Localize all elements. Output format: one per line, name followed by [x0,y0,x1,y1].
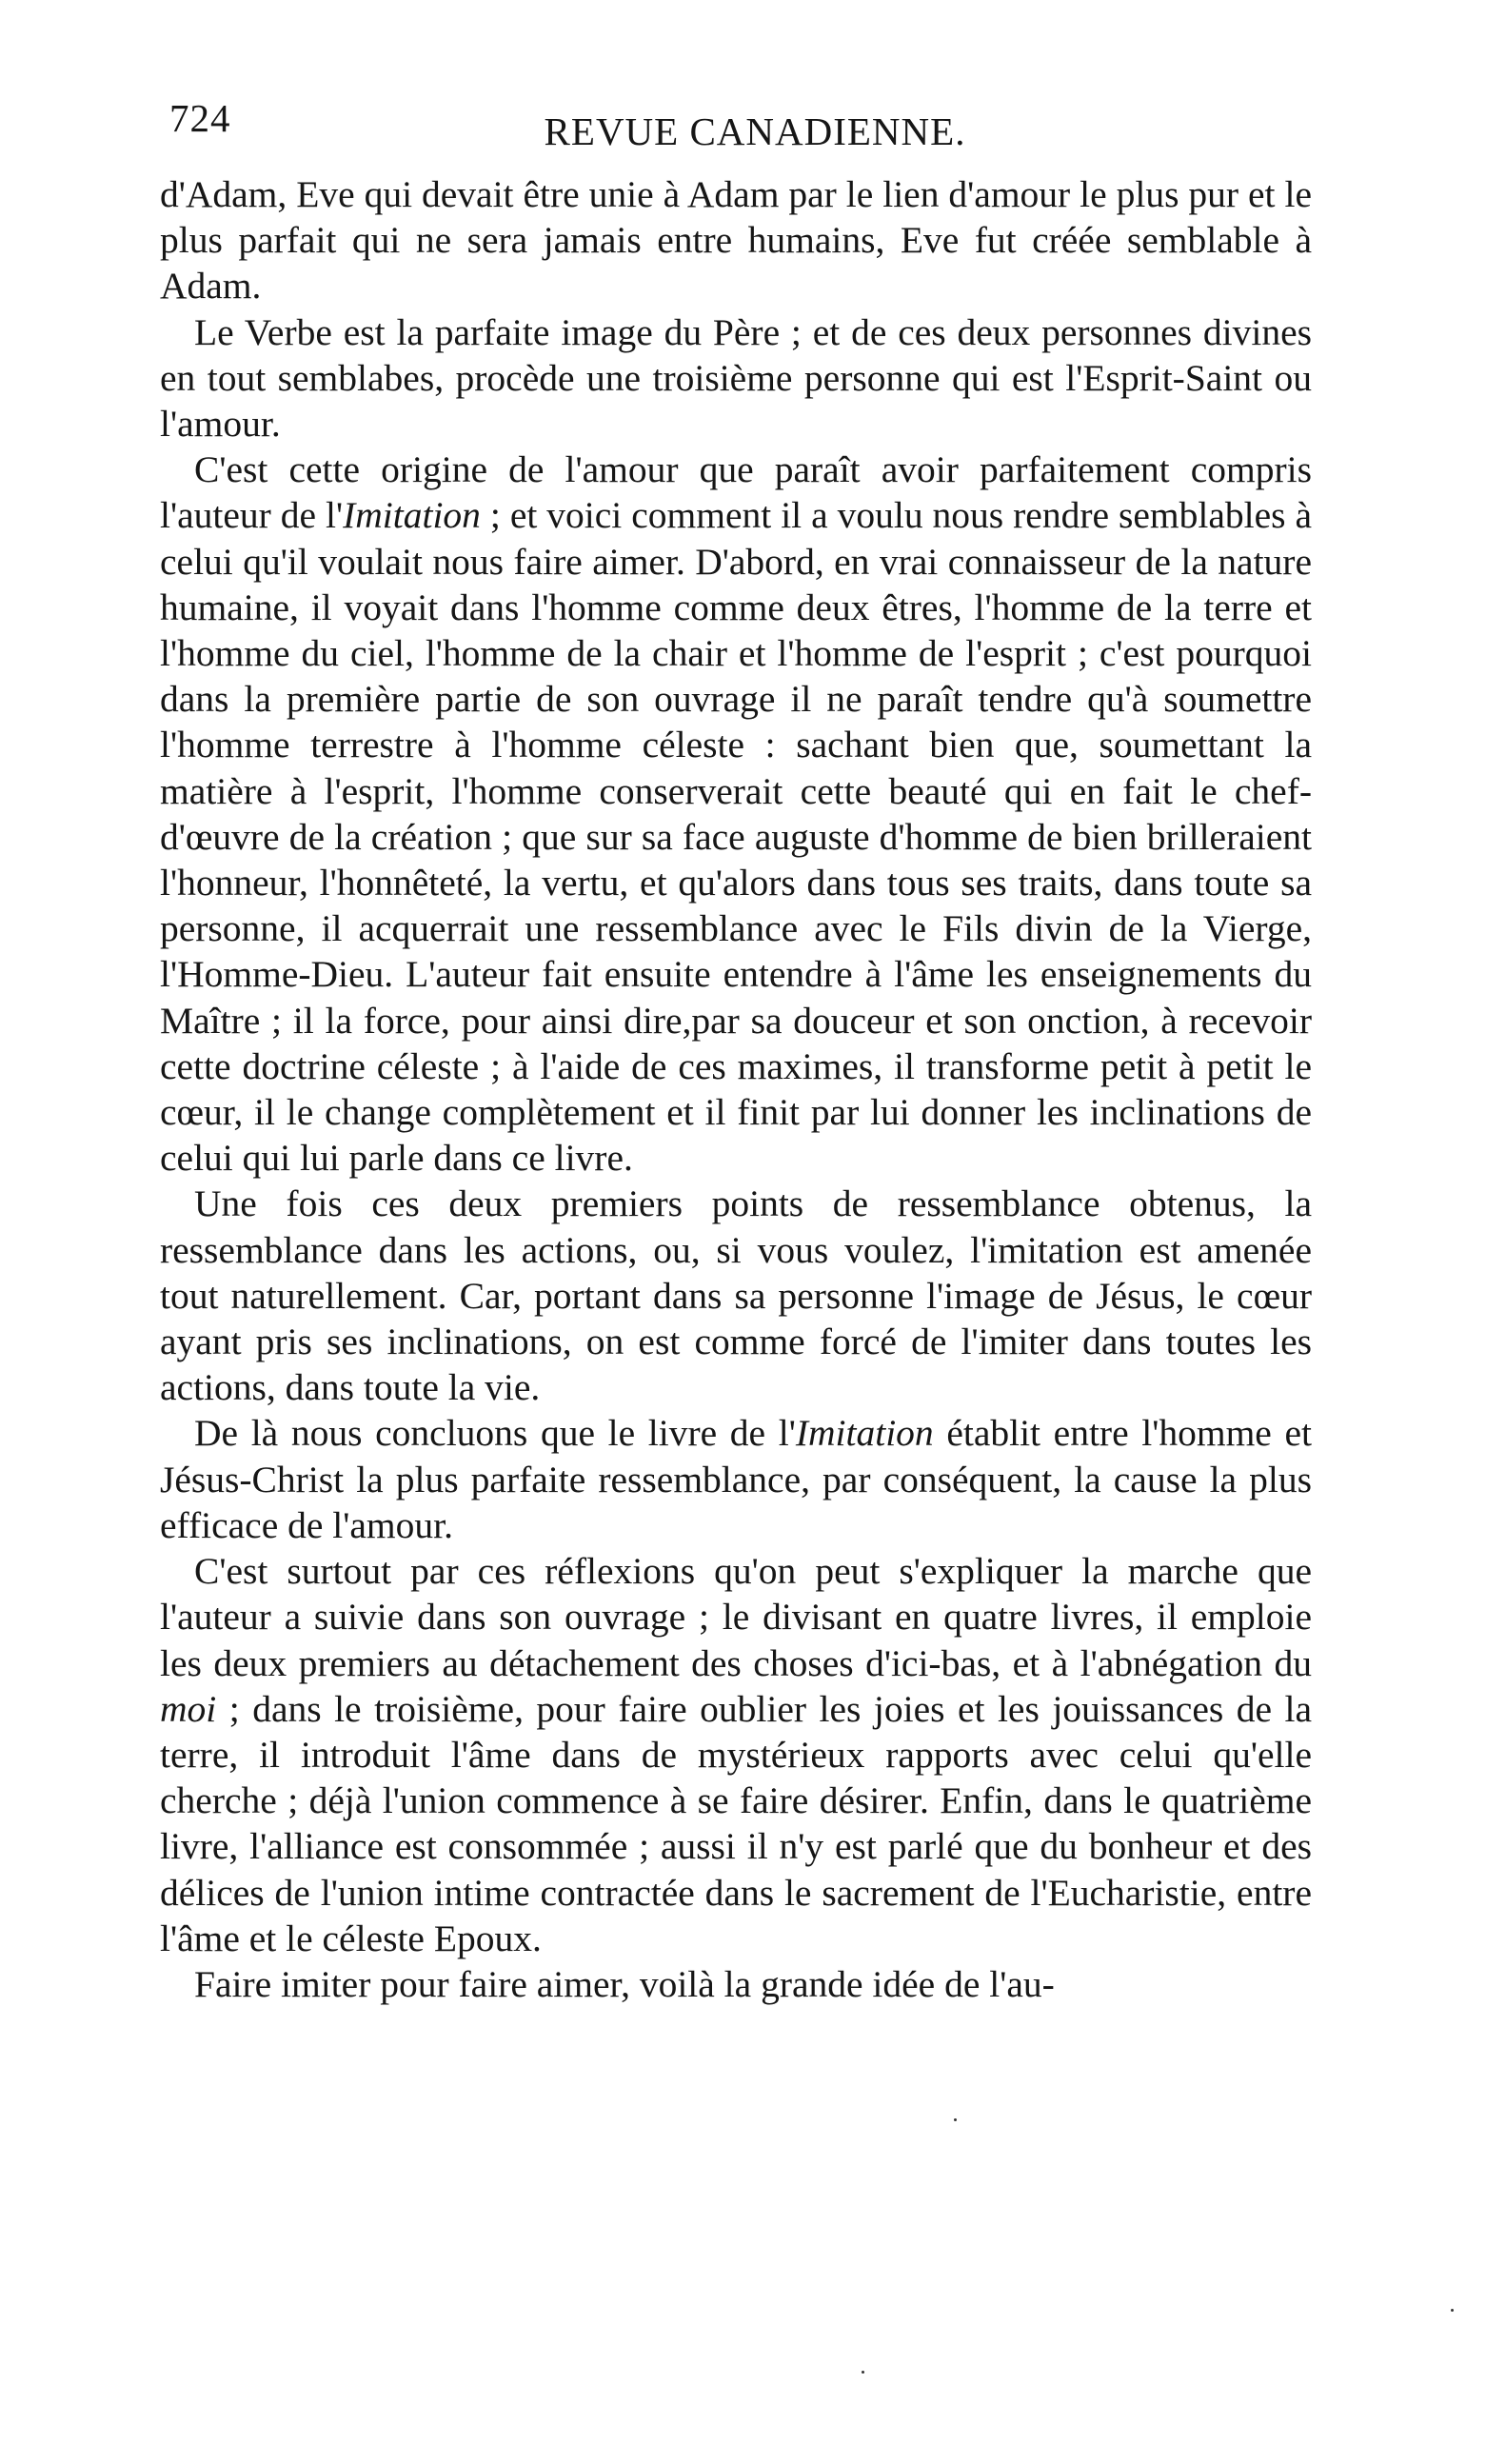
print-speck [1451,2309,1454,2312]
paragraph-6-part-a: C'est surtout par ces réflexions qu'on peut s'expliquer la marche que l'auteur a suivie dans son ouvrage ; le divisant en quatre livres, il emploie les deux premiers au détachement des choses d'ici-bas, et à l'abnégation du [160,1550,1312,1684]
book-title-imitation: Imitation [795,1412,934,1455]
running-title: REVUE CANADIENNE. [544,109,966,153]
paragraph-3-part-a: C'est cette origine de l'amour que paraît avoir parfaitement compris l'auteur de l' [160,448,1312,537]
paragraph-3-part-b: ; et voici comment il a voulu nous rendre semblables à celui qu'il voulait nous faire aimer. D'abord, en vrai connaisseur de la nature humaine, il voyait dans l'homme comme deux êtres, l'homme de la terre et l'homme du ciel, l'homme de la chair et l'homme de l'esprit ; c'est pourquoi dans la première partie de son ouvrage il ne paraît tendre qu'à soumettre l'homme terrestre à l'homme céleste : sachant bien que, soumettant la matière à l'esprit, l'homme conserverait cette beauté qui en fait le chef-d'œuvre de la création ; que sur sa face auguste d'homme de bien brilleraient l'honneur, l'honnêteté, la vertu, et qu'alors dans tous ses traits, dans toute sa personne, il acquerrait une ressemblance avec le Fils divin de la Vierge, l'Homme-Dieu. L'auteur fait ensuite entendre à l'âme les enseignements du Maître ; il la force, pour ainsi dire,par sa douceur et son onction, à recevoir cette doctrine céleste ; à l'aide de ces maximes, il transforme petit à petit le cœur, il le change complètement et il finit par lui donner les inclinations de celui qui lui parle dans ce livre. [160,494,1312,1180]
page-header [160,95,1312,171]
paragraph-5 [160,1410,1312,1548]
paragraph-5-part-b: établit entre l'homme et Jésus-Christ la plus parfaite ressemblance, par conséquent, la cause la plus efficace de l'amour. [160,1412,1312,1546]
print-speck [862,2371,864,2374]
paragraph-2: Le Verbe est la parfaite image du Père ; et de ces deux personnes divines en tout semblabes, procède une troisième personne qui est l'Esprit-Saint ou l'amour. [160,310,1312,446]
book-title-imitation: Imitation [343,494,481,537]
page-number: 724 [169,96,231,140]
body-text [160,171,1312,2007]
paragraph-5-part-a: De là nous concluons que le livre de l' [194,1412,796,1455]
paragraph-6 [160,1548,1312,1961]
paragraph-6-part-b: ; dans le troisième, pour faire oublier les joies et les jouissances de la terre, il introduit l'âme dans de mystérieux rapports avec celui qu'elle cherche ; déjà l'union commence à se faire désirer. Enfin, dans le quatrième livre, l'alliance est consommée ; aussi il n'y est parlé que du bonheur et des délices de l'union intime contractée dans le sacrement de l'Eucharistie, entre l'âme et le céleste Epoux. [160,1687,1312,1959]
book-page [160,95,1312,2007]
paragraph-1: d'Adam, Eve qui devait être unie à Adam par le lien d'amour le plus pur et le plus parfait qui ne sera jamais entre humains, Eve fut créée semblable à Adam. [160,173,1312,308]
print-speck [954,2118,957,2121]
paragraph-3 [160,447,1312,1181]
paragraph-4: Une fois ces deux premiers points de ressemblance obtenus, la ressemblance dans les actions, ou, si vous voulez, l'imitation est amenée tout naturellement. Car, portant dans sa personne l'image de Jésus, le cœur ayant pris ses inclinations, on est comme forcé de l'imiter dans toutes les actions, dans toute la vie. [160,1182,1312,1409]
paragraph-7: Faire imiter pour faire aimer, voilà la grande idée de l'au- [194,1962,1055,2005]
emphasized-word-moi: moi [160,1687,217,1730]
